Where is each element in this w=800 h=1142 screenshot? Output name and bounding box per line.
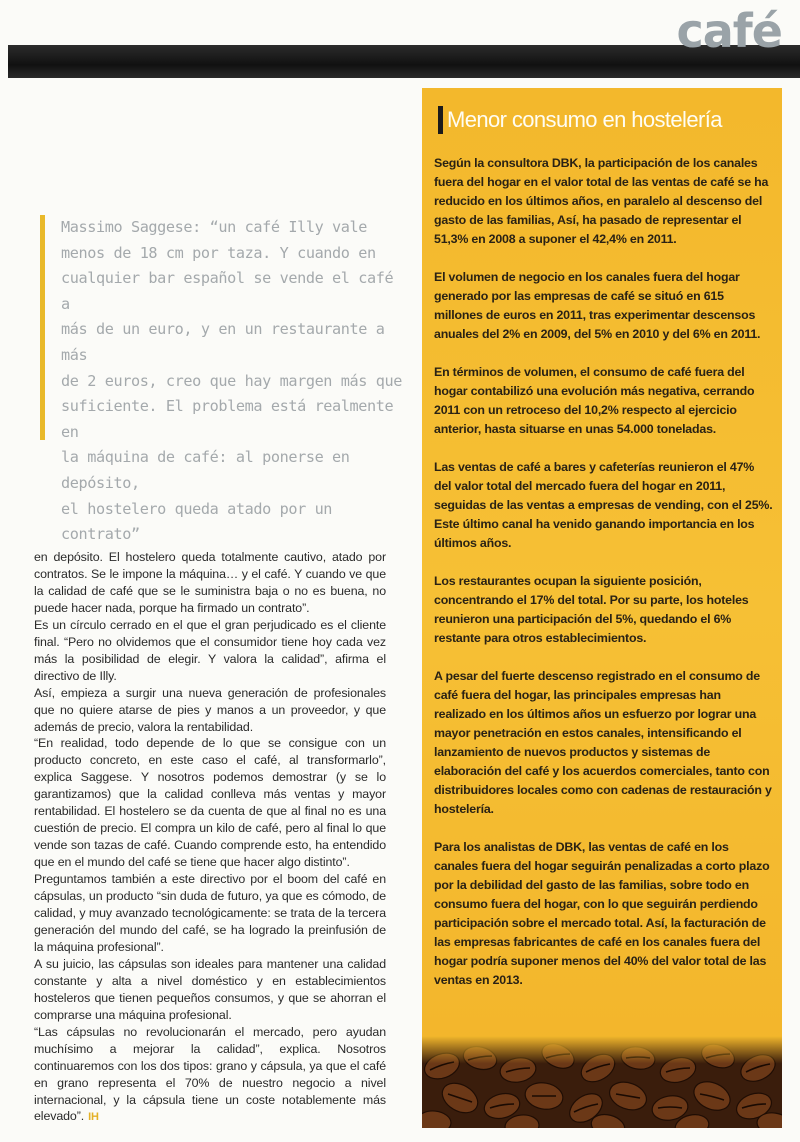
article-paragraph: Así, empieza a surgir una nueva generación de profesionales que no quiere atarse de pies y manos a un proveedor, y que además de precio, valora la rentabilidad. [34, 685, 386, 734]
title-bar-icon [438, 106, 443, 134]
sidebar-paragraph: A pesar del fuerte descenso registrado en el consumo de café fuera del hogar, las principales empresas han realizado en los últimos años un esfuerzo por lograr una mayor penetración en estos canales, intensificando el lanzamiento de nuevos productos y sistemas de elaboración del café y los acuerdos comerciales, tanto con distribuidores locales como con cadenas de restauración y hostelería. [434, 669, 772, 816]
article-paragraph-last [34, 1024, 386, 1127]
article-body [34, 549, 386, 1126]
sidebar-paragraph: El volumen de negocio en los canales fuera del hogar generado por las empresas de café se situó en 615 millones de euros en 2011, tras experimentar descensos anuales del 2% en 2009, del 5% en 2010 y del 6% en 2011. [434, 270, 761, 341]
article-paragraph: “En realidad, todo depende de lo que se consigue con un producto concreto, en este caso el café, al transformarlo”, explica Saggese. Y nosotros podemos demostrar (y se lo garantizamos) que la calidad conlleva más ventas y mayor rentabilidad. El hostelero se da cuenta de que al final no es una cuestión de precio. El compra un kilo de café, pero al final lo que vende son tazas de café. Cuando comprende esto, ha entendido que en el mundo del café se tiene que hacer algo distinto”. [34, 736, 386, 870]
sidebar-paragraph: Según la consultora DBK, la participación de los canales fuera del hogar en el valor total de las ventas de café se ha reducido en los últimos años, en paralelo al descenso del gasto de las familias, Así, ha pasado de representar el 51,3% en 2008 a suponer el 42,4% en 2011. [434, 156, 769, 246]
article-paragraph: Es un círculo cerrado en el que el gran perjudicado es el cliente final. “Pero no olvidemos que el consumidor tiene hoy cada vez más la posibilidad de elegir. Y valora la calidad”, afirma el directivo de Illy. [34, 617, 386, 683]
sidebar-box [422, 88, 782, 1128]
article-paragraph: en depósito. El hostelero queda totalmente cautivo, atado por contratos. Se le impone la máquina… y el café. Y cuando ve que la calidad de café que se le suministra baja o no es buena, no puede hacer nada, porque ha firmado un contrato”. [34, 550, 386, 615]
sidebar-title-text: Menor consumo en hostelería [447, 107, 722, 132]
sidebar-body [434, 154, 774, 1009]
pull-quote-line: la máquina de café: al ponerse en depósito, [61, 448, 350, 492]
pull-quote-line: cualquier bar español se vende el café a [61, 269, 394, 313]
pull-quote [40, 215, 406, 544]
article-paragraph: Preguntamos también a este directivo por el boom del café en cápsulas, un producto “sin duda de futuro, ya que es cómodo, de calidad, y muy avanzado tecnológicamente: se trata de la tercera generación del mundo del café, se ha logrado la preinfusión de la máquina profesional”. [34, 872, 386, 954]
pull-quote-line: más de un euro, y en un restaurante a más [61, 320, 385, 364]
article-paragraph: A su juicio, las cápsulas son ideales para mantener una calidad constante y alta a nivel doméstico y en establecimientos hosteleros que tienen pequeños consumos, y que se ahorran el comprarse una máquina profesional. [34, 956, 386, 1022]
sidebar-paragraph: Para los analistas de DBK, las ventas de café en los canales fuera del hogar seguirán penalizadas a corto plazo por la debilidad del gasto de las familias, sobre todo en consumo fuera del hogar, con lo que seguirán perdiendo participación sobre el mercado total. Así, la facturación de las empresas fabricantes de café en los canales fuera del hogar podría suponer menos del 40% del valor total de las ventas en 2013. [434, 840, 770, 987]
sidebar-paragraph: Las ventas de café a bares y cafeterías reunieron el 47% del valor total del mercado fuera del hogar en 2011, seguidas de las ventas a empresas de vending, con el 25%. Este último canal ha venido ganando importancia en los últimos años. [434, 460, 773, 550]
pull-quote-line: el hostelero queda atado por un contrato” [61, 499, 333, 544]
end-mark: IH [88, 1111, 99, 1124]
coffee-beans-image [422, 1036, 782, 1128]
article-paragraph-text: “Las cápsulas no revolucionarán el mercado, pero ayudan muchísimo a mejorar la calidad”, explica. Nosotros continuaremos con los dos tipos: grano y cápsula, ya que el café en grano representa el 70% de nuestro negocio a nivel internacional, y la cápsula tiene un coste notablemente más elevado”. [34, 1024, 386, 1124]
section-tag: café [676, 4, 782, 58]
sidebar-paragraph: En términos de volumen, el consumo de café fuera del hogar contabilizó una evolución más negativa, cerrando 2011 con un retroceso del 10,2% respecto al ejercicio anterior, hasta situarse en unas 54.000 toneladas. [434, 365, 755, 436]
pull-quote-line: menos de 18 cm por taza. Y cuando en [61, 243, 376, 262]
pull-quote-line: de 2 euros, creo que hay margen más que [61, 371, 403, 390]
sidebar-paragraph: Los restaurantes ocupan la siguiente posición, concentrando el 17% del total. Por su parte, los hoteles reunieron una participación del 5%, quedando el 6% restante para otros establecimientos. [434, 574, 749, 645]
pull-quote-line: Massimo Saggese: “un café Illy vale [61, 218, 368, 236]
pull-quote-line: suficiente. El problema está realmente en [61, 397, 394, 441]
sidebar-title [438, 106, 722, 134]
